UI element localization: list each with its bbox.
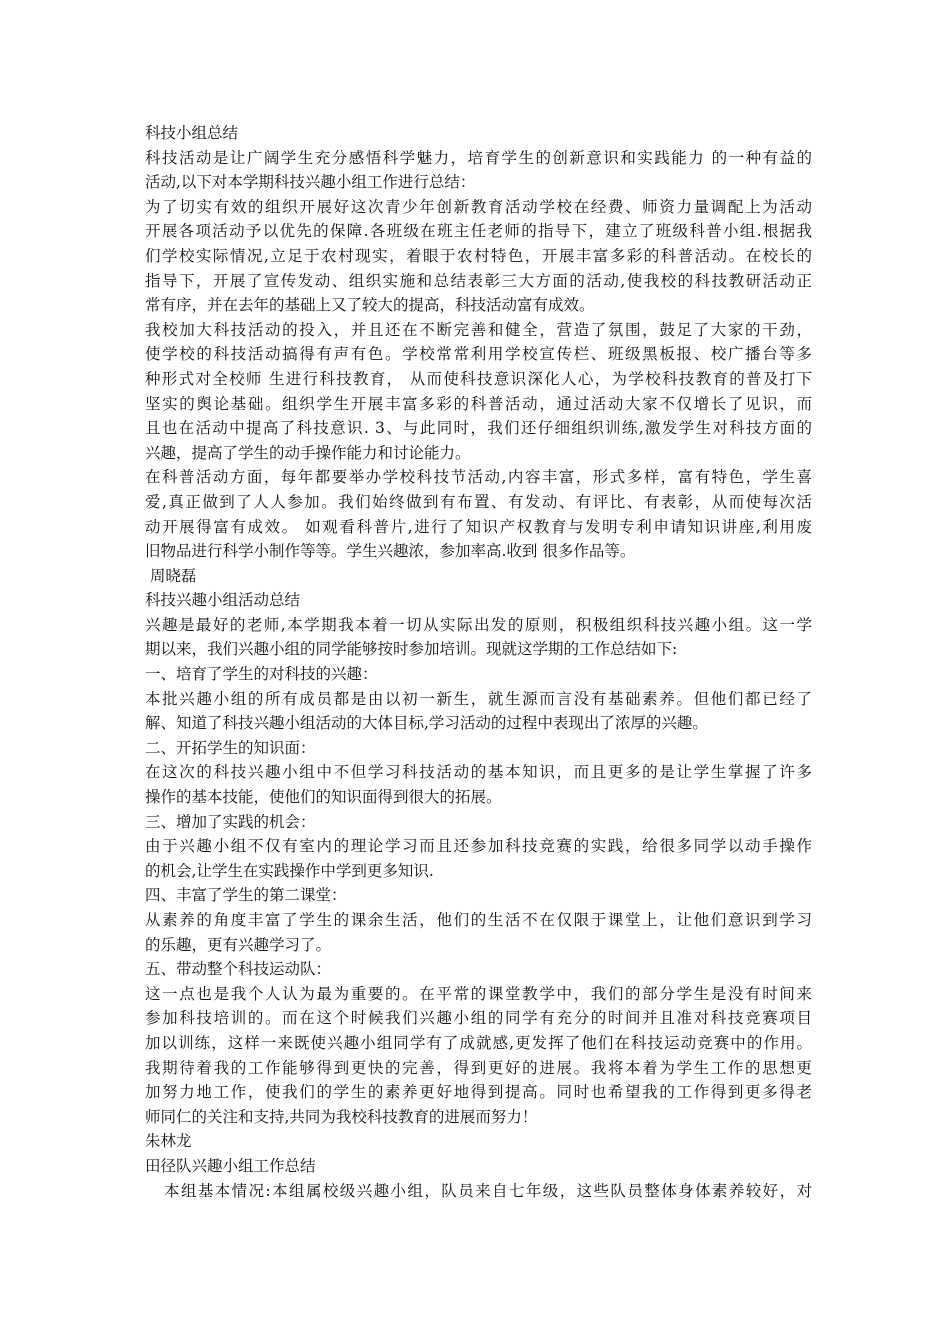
text-line: 四、丰富了学生的第二课堂： (145, 886, 347, 905)
text-line: 师同仁的关注和支持,共同为我校科技教育的进展而努力！ (145, 1107, 538, 1126)
text-line: 的乐趣，更有兴趣学习了。 (145, 935, 332, 954)
text-line: 在这次的科技兴趣小组中不但学习科技活动的基本知识，而且更多的是让学生掌握了许多 (145, 763, 812, 782)
text-line: 旧物品进行科学小制作等等。学生兴趣浓，参加率高.收到 很多作品等。 (145, 542, 636, 561)
text-line: 爱,真正做到了人人参加。我们始终做到有布置、有发动、有评比、有表彰，从而使每次活 (145, 492, 812, 511)
text-line: 为了切实有效的组织开展好这次青少年创新教育活动学校在经费、师资力量调配上为活动 (145, 197, 812, 216)
text-line: 周晓磊 (145, 566, 197, 585)
text-line: 本批兴趣小组的所有成员都是由以初一新生，就生源而言没有基础素养。但他们都已经了 (145, 689, 812, 708)
text-line: 们学校实际情况,立足于农村现实，着眼于农村特色，开展丰富多彩的科普活动。在校长的 (145, 246, 812, 265)
text-line: 由于兴趣小组不仅有室内的理论学习而且还参加科技竞赛的实践，给很多同学以动手操作 (145, 837, 812, 856)
text-line: 加努力地工作，使我们的学生的素养更好地得到提高。同时也希望我的工作得到更多得老 (145, 1083, 812, 1102)
text-line: 加以训练，这样一来既使兴趣小组同学有了成就感,更发挥了他们在科技运动竞赛中的作用。 (145, 1033, 812, 1052)
text-line: 二、开拓学生的知识面： (145, 738, 316, 757)
text-line: 五、带动整个科技运动队： (145, 960, 332, 979)
text-line: 操作的基本技能，使他们的知识面得到很大的拓展。 (145, 788, 502, 807)
text-line: 指导下，开展了宣传发动、组织实施和总结表彰三大方面的活动,使我校的科技教研活动正 (145, 271, 812, 290)
text-line: 活动,以下对本学期科技兴趣小组工作进行总结： (145, 173, 476, 192)
text-line: 的机会,让学生在实践操作中学到更多知识. (145, 861, 434, 880)
text-line: 解、知道了科技兴趣小组活动的大体目标,学习活动的过程中表现出了浓厚的兴趣。 (145, 714, 708, 733)
text-line: 期以来，我们兴趣小组的同学能够按时参加培训。现就这学期的工作总结如下: (145, 640, 678, 659)
text-line: 从素养的角度丰富了学生的课余生活，他们的生活不在仅限于课堂上，让他们意识到学习 (145, 911, 812, 929)
text-line: 常有序，并在去年的基础上又了较大的提高，科技活动富有成效。 (145, 296, 595, 315)
text-line: 兴趣是最好的老师,本学期我本着一切从实际出发的原则，积极组织科技兴趣小组。这一学 (145, 615, 812, 634)
text-line: 动开展得富有成效。 如观看科普片,进行了知识产权教育与发明专利申请知识讲座,利用废 (145, 517, 812, 536)
text-line: 在科普活动方面，每年都要举办学校科技节活动,内容丰富，形式多样，富有特色，学生喜 (145, 468, 812, 487)
text-line: 本组基本情况:本组属校级兴趣小组，队员来自七年级，这些队员整体身体素养较好，对 (145, 1181, 812, 1200)
text-line: 朱林龙 (145, 1132, 192, 1151)
text-line: 我校加大科技活动的投入，并且还在不断完善和健全，营造了氛围，鼓足了大家的干劲， (145, 320, 812, 339)
text-line: 我期待着我的工作能够得到更快的完善，得到更好的进展。我将本着为学生工作的思想更 (145, 1058, 812, 1077)
text-line: 种形式对全校师 生进行科技教育， 从而使科技意识深化人心，为学校科技教育的普及打下 (145, 369, 812, 388)
text-line: 一、培育了学生的对科技的兴趣： (145, 665, 378, 684)
text-line: 这一点也是我个人认为最为重要的。在平常的课堂教学中，我们的部分学生是没有时间来 (145, 984, 812, 1003)
text-line: 三、增加了实践的机会： (145, 812, 316, 831)
text-line: 参加科技培训的。而在这个时候我们兴趣小组的同学有充分的时间并且准对科技竞赛项目 (145, 1009, 812, 1028)
text-line: 田径队兴趣小组工作总结 (145, 1156, 316, 1175)
text-line: 科技活动是让广阔学生充分感悟科学魅力，培育学生的创新意识和实践能力 的一种有益的 (145, 148, 812, 167)
text-line: 开展各项活动予以优先的保障.各班级在班主任老师的指导下，建立了班级科普小组.根据我 (145, 222, 812, 241)
text-line: 科技小组总结 (145, 124, 239, 142)
text-line: 坚实的舆论基础。组织学生开展丰富多彩的科普活动，通过活动大家不仅增长了见识，而 (145, 394, 812, 413)
text-line: 兴趣，提高了学生的动手操作能力和讨论能力。 (145, 443, 471, 462)
text-line: 科技兴趣小组活动总结 (145, 591, 301, 610)
text-line: 使学校的科技活动搞得有声有色。学校常常利用学校宣传栏、班级黑板报、校广播台等多 (145, 345, 812, 364)
text-line: 且也在活动中提高了科技意识. 3、与此同时，我们还仔细组织训练,激发学生对科技方面的 (145, 419, 812, 438)
document-body (145, 121, 812, 1203)
